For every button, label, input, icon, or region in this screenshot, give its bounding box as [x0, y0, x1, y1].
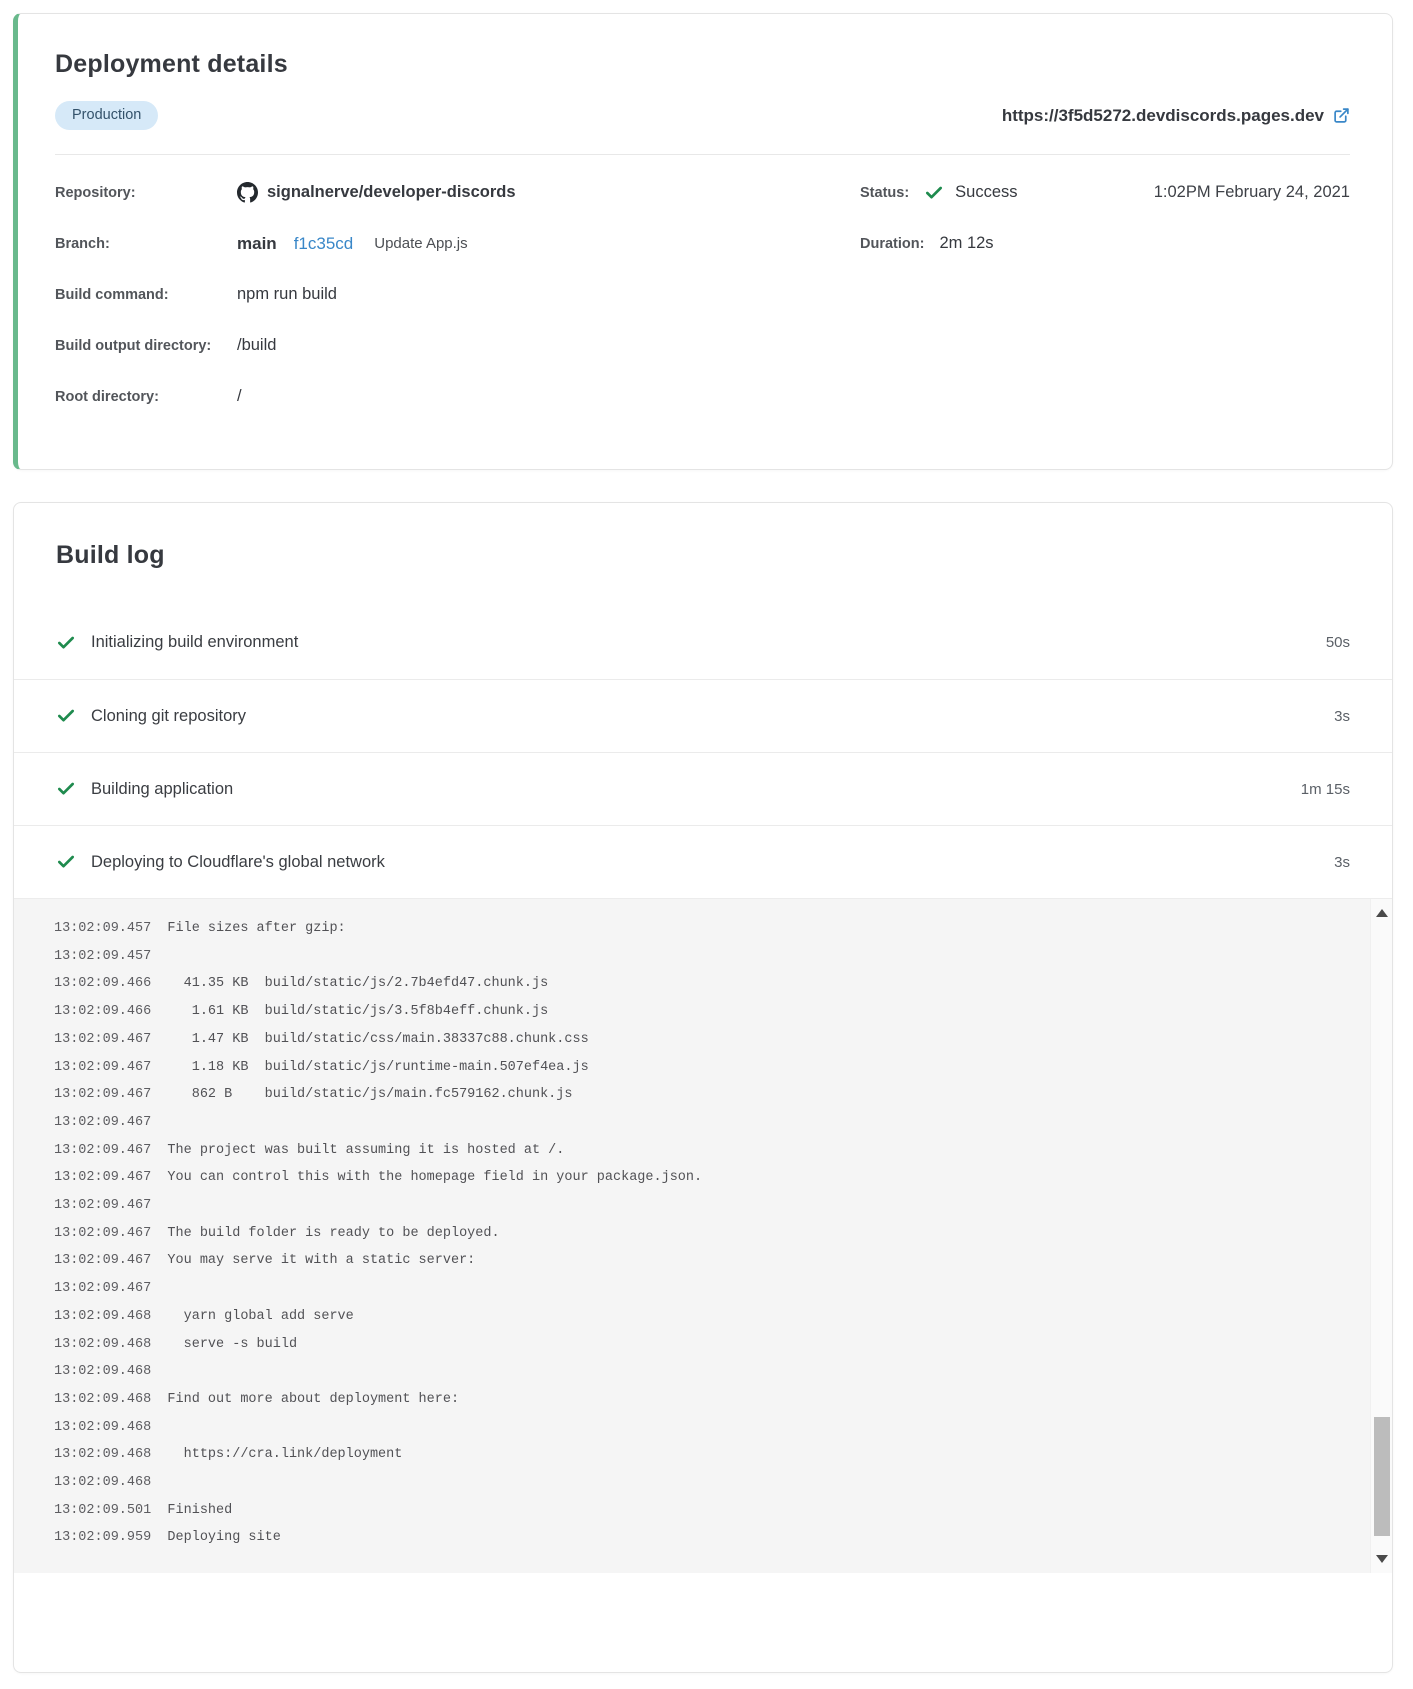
log-line-message: 1.61 KB build/static/js/3.5f8b4eff.chunk.js [151, 1004, 549, 1020]
branch-value [237, 234, 468, 254]
log-line [54, 998, 1312, 1026]
log-line-message: 1.47 KB build/static/css/main.38337c88.chunk.css [151, 1031, 589, 1047]
check-icon [56, 706, 76, 726]
log-line-message: Finished [151, 1502, 233, 1518]
build-step-duration: 3s [1334, 707, 1350, 725]
deployment-url-link[interactable] [1002, 106, 1350, 126]
log-line-message: The build folder is ready to be deployed. [151, 1225, 500, 1241]
deployment-details-card [13, 13, 1393, 470]
log-line-timestamp: 13:02:09.457 [54, 948, 152, 964]
branch-row [55, 218, 860, 269]
build-step-row[interactable] [14, 606, 1392, 679]
build-step-row[interactable] [14, 752, 1392, 825]
log-line-timestamp: 13:02:09.959 [54, 1530, 152, 1546]
deployment-url-text: https://3f5d5272.devdiscords.pages.dev [1001, 105, 1324, 125]
log-line-message: You may serve it with a static server: [151, 1253, 476, 1269]
log-line [54, 1331, 1312, 1359]
status-timestamp: 1:02PM February 24, 2021 [1153, 183, 1350, 201]
log-line [54, 970, 1312, 998]
log-line-timestamp: 13:02:09.501 [54, 1502, 152, 1518]
log-line-message: Find out more about deployment here: [151, 1391, 460, 1407]
status-label: Status: [860, 184, 910, 201]
repository-row [55, 167, 860, 218]
log-line-message: https://cra.link/deployment [151, 1447, 403, 1463]
environment-badge: Production [55, 101, 158, 130]
log-line-timestamp: 13:02:09.467 [54, 1031, 152, 1047]
repository-value[interactable] [237, 182, 516, 203]
log-line-timestamp: 13:02:09.467 [54, 1198, 152, 1214]
log-line [54, 1026, 1312, 1054]
build-log-card [13, 502, 1393, 1673]
build-output-directory-row [55, 320, 860, 371]
status-column [860, 167, 1350, 422]
deployment-details-grid [55, 155, 1350, 422]
log-line-message: Deploying site [151, 1530, 281, 1546]
build-command-value: npm run build [237, 285, 337, 303]
build-step-label: Initializing build environment [91, 633, 299, 651]
log-line [54, 1275, 1312, 1303]
root-directory-value: / [237, 387, 242, 405]
log-line [54, 1137, 1312, 1165]
build-command-label: Build command: [55, 286, 169, 303]
build-log-title: Build log [56, 541, 165, 569]
log-line-timestamp: 13:02:09.467 [54, 1059, 152, 1075]
log-line-timestamp: 13:02:09.466 [54, 1004, 152, 1020]
log-line-message: You can control this with the homepage field in your package.json. [151, 1170, 703, 1186]
log-line [54, 943, 1312, 971]
log-line [54, 1220, 1312, 1248]
badge-url-row [55, 101, 1350, 130]
log-line [54, 1164, 1312, 1192]
log-line-message: 41.35 KB build/static/js/2.7b4efd47.chunk.js [151, 976, 549, 992]
log-line-message: 862 B build/static/js/main.fc579162.chunk.js [151, 1087, 573, 1103]
log-line [54, 1469, 1312, 1497]
branch-label: Branch: [55, 235, 110, 252]
log-line-timestamp: 13:02:09.468 [54, 1391, 152, 1407]
log-line [54, 1247, 1312, 1275]
deployment-details-title: Deployment details [55, 50, 288, 78]
log-line [54, 1192, 1312, 1220]
log-line [54, 1109, 1312, 1137]
log-line-timestamp: 13:02:09.468 [54, 1475, 152, 1491]
duration-value: 2m 12s [939, 234, 994, 252]
build-step-row[interactable] [14, 679, 1392, 752]
build-step-label: Building application [91, 779, 234, 798]
log-line-timestamp: 13:02:09.466 [54, 976, 152, 992]
check-icon [56, 779, 76, 799]
log-line-message: serve -s build [151, 1336, 298, 1352]
log-line-timestamp: 13:02:09.467 [54, 1225, 152, 1241]
status-row [860, 167, 1350, 218]
log-scrollbar[interactable] [1370, 899, 1392, 1573]
branch-name: main [237, 233, 277, 253]
log-line [54, 1524, 1312, 1552]
build-step-row[interactable] [14, 825, 1392, 898]
log-line [54, 1054, 1312, 1082]
log-line [54, 1497, 1312, 1525]
log-line [54, 915, 1312, 943]
log-line-message: The project was built assuming it is hosted at /. [151, 1142, 565, 1158]
log-line-timestamp: 13:02:09.468 [54, 1308, 152, 1324]
duration-label: Duration: [860, 235, 925, 252]
scroll-down-arrow-icon[interactable] [1376, 1555, 1388, 1563]
log-line-timestamp: 13:02:09.468 [54, 1447, 152, 1463]
build-step-label: Cloning git repository [91, 706, 246, 725]
log-line-timestamp: 13:02:09.468 [54, 1364, 152, 1380]
log-line-message: 1.18 KB build/static/js/runtime-main.507ef4ea.js [151, 1059, 589, 1075]
scrollbar-thumb[interactable] [1374, 1417, 1390, 1536]
build-command-row [55, 269, 860, 320]
root-directory-row [55, 371, 860, 422]
log-line [54, 1081, 1312, 1109]
scroll-up-arrow-icon[interactable] [1376, 909, 1388, 917]
check-icon [924, 183, 944, 203]
log-line-timestamp: 13:02:09.457 [54, 921, 152, 936]
log-line-message: yarn global add serve [151, 1308, 354, 1324]
build-output-directory-value: /build [237, 336, 277, 354]
build-step-duration: 50s [1325, 634, 1350, 651]
log-line [54, 1303, 1312, 1331]
build-step-duration: 3s [1334, 853, 1350, 871]
log-line [54, 1358, 1312, 1386]
log-line [54, 1414, 1312, 1442]
status-value: Success [955, 183, 1018, 201]
log-line-timestamp: 13:02:09.468 [54, 1336, 152, 1352]
log-line-timestamp: 13:02:09.467 [54, 1142, 152, 1158]
repository-label: Repository: [55, 184, 136, 201]
root-directory-label: Root directory: [55, 388, 159, 405]
commit-hash-link[interactable]: f1c35cd [293, 233, 354, 253]
external-link-icon [1333, 107, 1350, 124]
duration-row [860, 218, 1350, 269]
log-line-timestamp: 13:02:09.467 [54, 1253, 152, 1269]
log-line-timestamp: 13:02:09.468 [54, 1419, 152, 1435]
repository-name: signalnerve/developer-discords [267, 183, 516, 201]
deployment-fields-column [55, 167, 860, 422]
log-line-timestamp: 13:02:09.467 [54, 1281, 152, 1297]
log-line [54, 1441, 1312, 1469]
log-line-timestamp: 13:02:09.467 [54, 1114, 152, 1130]
check-icon [56, 633, 76, 653]
build-log-output[interactable] [14, 898, 1392, 1573]
log-line-timestamp: 13:02:09.467 [54, 1170, 152, 1186]
log-line-timestamp: 13:02:09.467 [54, 1087, 152, 1103]
check-icon [56, 852, 76, 872]
build-step-duration: 1m 15s [1300, 780, 1350, 798]
log-line [54, 1386, 1312, 1414]
build-step-label: Deploying to Cloudflare's global network [91, 852, 385, 871]
log-line-message: File sizes after gzip: [151, 921, 346, 936]
github-icon [237, 182, 258, 203]
build-output-directory-label: Build output directory: [55, 337, 212, 354]
build-steps [14, 606, 1392, 898]
commit-message: Update App.js [374, 235, 468, 252]
